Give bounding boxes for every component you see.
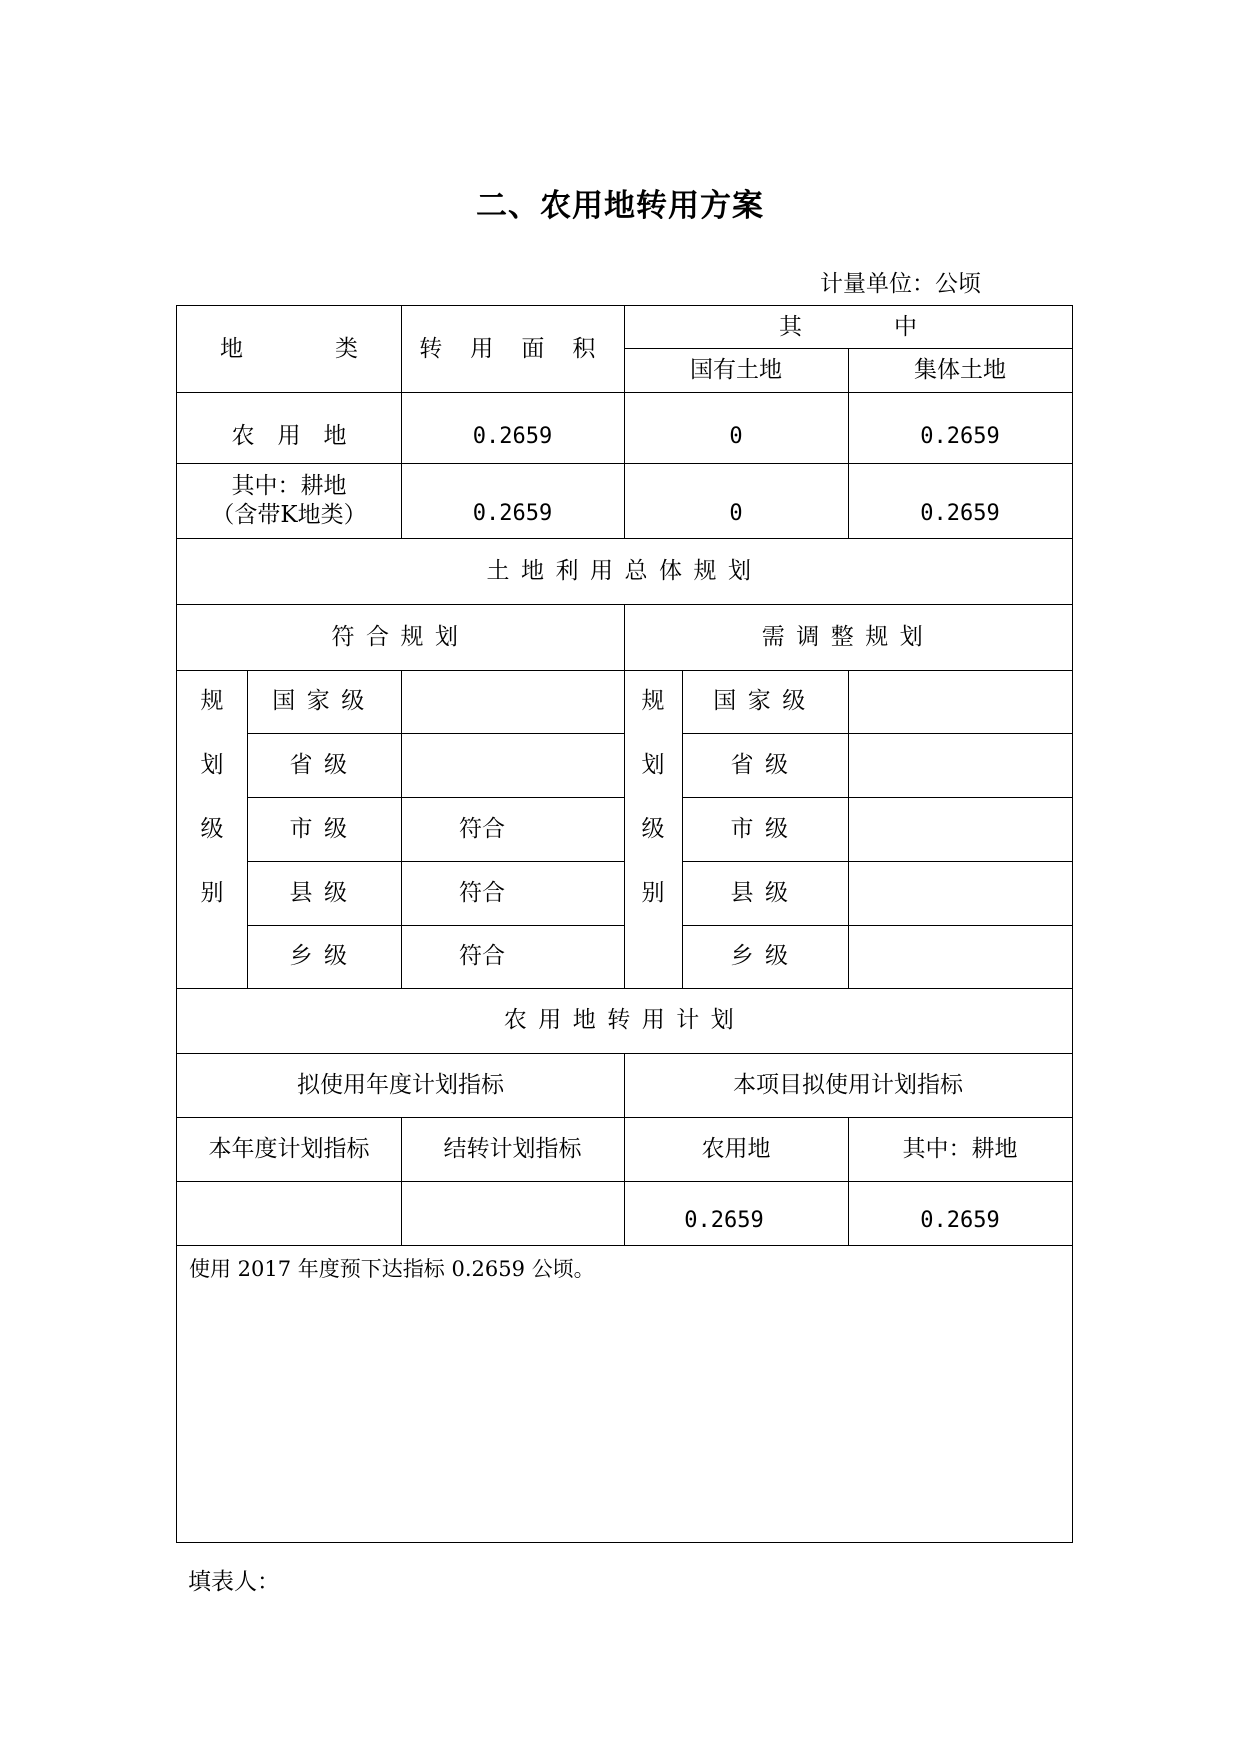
conform-value: 符合 [459, 815, 505, 842]
row-cultivated-area: 0.2659 [472, 501, 553, 527]
unit-label: 计量单位：公顷 [820, 271, 981, 297]
level-county: 县级 [289, 879, 359, 906]
level-township: 乡级 [289, 943, 359, 970]
conform-value: 符合 [459, 943, 505, 970]
level-township: 乡级 [730, 943, 800, 970]
adjust-value [848, 797, 1072, 861]
this-year-index-value [177, 1181, 401, 1245]
planning-section-title: 土地利用总体规划 [486, 557, 763, 584]
row-cultivated-label-line2: （含带K地类） [211, 501, 367, 528]
cultivated-index-value: 0.2659 [920, 1207, 1000, 1233]
cultivated-index-header: 其中：耕地 [902, 1135, 1018, 1162]
carry-over-index-value [401, 1181, 624, 1245]
level-label-char: 规 [641, 688, 665, 715]
row-agri-state: 0 [729, 423, 743, 449]
farmland-index-value: 0.2659 [684, 1207, 764, 1233]
adjust-value [848, 670, 1072, 733]
header-of-which: 其 中 [779, 313, 917, 340]
level-label-char: 划 [200, 751, 224, 778]
adjust-planning-header: 需调整规划 [761, 623, 935, 650]
level-label-char: 级 [200, 815, 224, 842]
adjust-value [848, 733, 1072, 797]
header-state-land: 国有土地 [690, 356, 782, 383]
level-label-char: 划 [641, 751, 665, 778]
row-agri-area: 0.2659 [472, 423, 553, 449]
row-cultivated-label [177, 463, 401, 538]
conversion-table [176, 305, 1073, 1543]
row-agri-label: 农 用 地 [231, 423, 347, 450]
conform-planning-header: 符合规划 [331, 623, 470, 650]
row-cultivated-collective: 0.2659 [920, 501, 1000, 527]
level-municipal: 市级 [289, 815, 359, 842]
conform-value: 符合 [459, 879, 505, 906]
farmland-index-header: 农用地 [701, 1135, 771, 1162]
adjust-value [848, 861, 1072, 925]
level-provincial: 省级 [730, 751, 800, 778]
filler-label: 填表人： [188, 1569, 280, 1595]
annual-index-header: 拟使用年度计划指标 [297, 1071, 504, 1098]
plan-section-title: 农用地转用计划 [503, 1007, 746, 1034]
note-text: 使用 2017 年度预下达指标 0.2659 公顷。 [189, 1257, 595, 1281]
row-cultivated-state: 0 [729, 501, 743, 527]
this-year-index-header: 本年度计划指标 [208, 1135, 370, 1162]
level-national: 国家级 [272, 688, 376, 715]
row-cultivated-label-line1: 其中：耕地 [231, 472, 347, 499]
level-municipal: 市级 [730, 815, 800, 842]
document-title: 二、农用地转用方案 [476, 188, 764, 224]
adjust-value [848, 925, 1072, 988]
header-converted-area: 转 用 面 积 [419, 335, 606, 362]
note-area [177, 1245, 1072, 1542]
level-label-char: 级 [641, 815, 665, 842]
level-label-char: 别 [200, 879, 224, 906]
level-label-char: 规 [200, 688, 224, 715]
carry-over-index-header: 结转计划指标 [443, 1135, 582, 1162]
header-land-type: 地 类 [220, 335, 358, 362]
conform-value [401, 733, 624, 797]
level-provincial: 省级 [289, 751, 359, 778]
level-national: 国家级 [713, 688, 817, 715]
conform-value [401, 670, 624, 733]
level-label-char: 别 [641, 879, 665, 906]
header-collective-land: 集体土地 [914, 356, 1006, 383]
row-agri-collective: 0.2659 [920, 423, 1000, 449]
project-index-header: 本项目拟使用计划指标 [733, 1071, 963, 1098]
level-county: 县级 [730, 879, 800, 906]
